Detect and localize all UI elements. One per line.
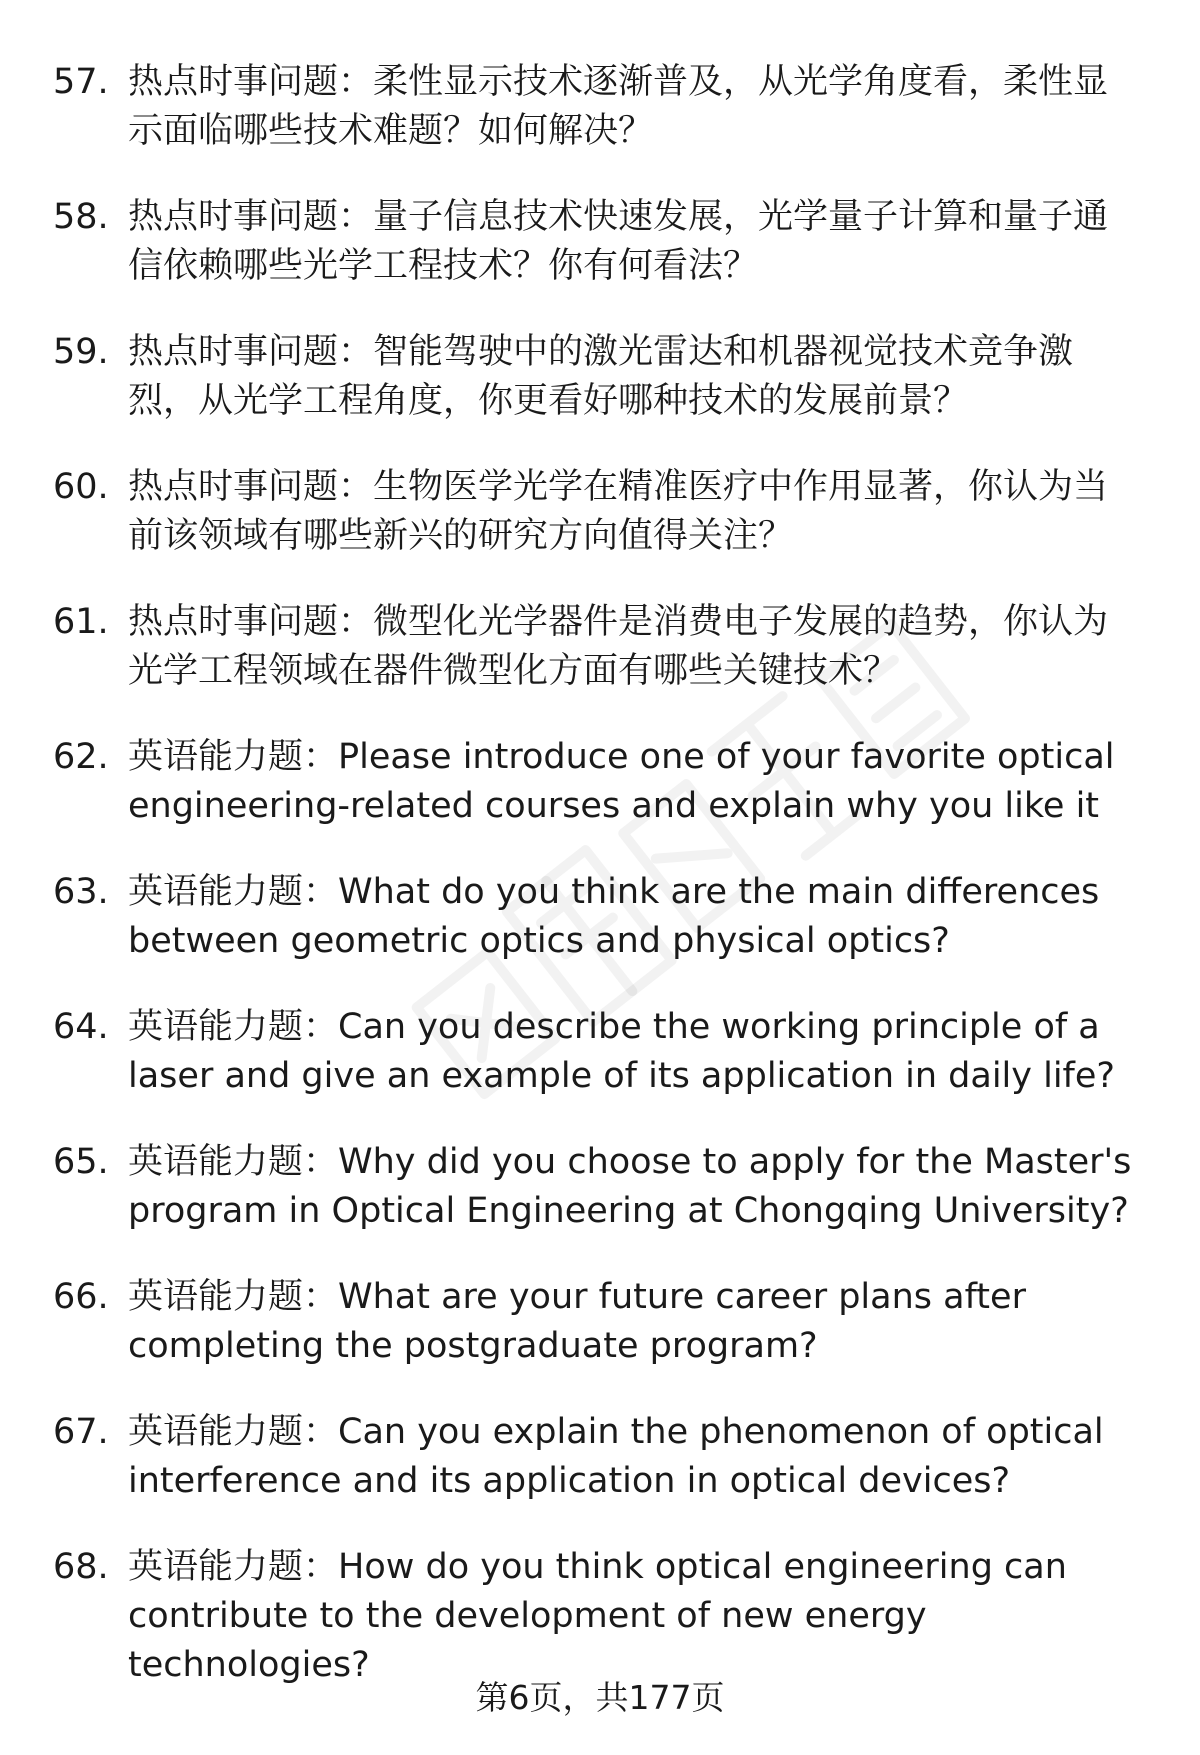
question-text: 英语能力题：Can you describe the working principle of a laser and give an example of its application in daily life?: [128, 1007, 1115, 1096]
question-number: 57.: [53, 62, 109, 102]
question-number: 67.: [53, 1412, 109, 1452]
question-item: [0, 193, 1200, 291]
question-item: [0, 598, 1200, 696]
question-text: 热点时事问题：柔性显示技术逐渐普及，从光学角度看，柔性显示面临哪些技术难题？如何解决？: [128, 62, 1109, 151]
question-number: 63.: [53, 872, 109, 912]
question-item: [0, 1138, 1200, 1236]
question-item: [0, 1273, 1200, 1371]
question-number: 64.: [53, 1007, 109, 1047]
question-text: 热点时事问题：微型化光学器件是消费电子发展的趋势，你认为光学工程领域在器件微型化方面有哪些关键技术？: [128, 602, 1109, 691]
question-number: 65.: [53, 1142, 109, 1182]
question-number: 66.: [53, 1277, 109, 1317]
question-text: 热点时事问题：量子信息技术快速发展，光学量子计算和量子通信依赖哪些光学工程技术？你有何看法？: [128, 197, 1109, 286]
question-text: 英语能力题：Why did you choose to apply for the Master's program in Optical Engineering at Chongqing University?: [128, 1142, 1132, 1231]
question-text: 英语能力题：Please introduce one of your favorite optical engineering-related courses and explain why you like it: [128, 737, 1115, 826]
question-item: [0, 463, 1200, 561]
page-footer: 第6页，共177页: [475, 1678, 725, 1717]
question-number: 68.: [53, 1547, 109, 1587]
question-item: [0, 1408, 1200, 1506]
question-text: 热点时事问题：智能驾驶中的激光雷达和机器视觉技术竞争激烈，从光学工程角度，你更看好哪种技术的发展前景？: [128, 332, 1074, 421]
question-text: 英语能力题：Can you explain the phenomenon of optical interference and its application in optical devices?: [128, 1412, 1104, 1501]
question-item: [0, 868, 1200, 966]
question-number: 62.: [53, 737, 109, 777]
question-text: 英语能力题：How do you think optical engineering can contribute to the development of new energy technologies?: [128, 1547, 1067, 1685]
question-list: [0, 58, 1200, 1727]
question-number: 60.: [53, 467, 109, 507]
question-number: 61.: [53, 602, 109, 642]
question-item: [0, 1543, 1200, 1690]
question-item: [0, 1003, 1200, 1101]
question-number: 59.: [53, 332, 109, 372]
question-text: 英语能力题：What do you think are the main differences between geometric optics and physical optics?: [128, 872, 1100, 961]
question-item: [0, 733, 1200, 831]
question-item: [0, 328, 1200, 426]
question-item: [0, 58, 1200, 156]
question-number: 58.: [53, 197, 109, 237]
question-text: 热点时事问题：生物医学光学在精准医疗中作用显著，你认为当前该领域有哪些新兴的研究方向值得关注？: [128, 467, 1109, 556]
question-text: 英语能力题：What are your future career plans after completing the postgraduate program?: [128, 1277, 1026, 1366]
